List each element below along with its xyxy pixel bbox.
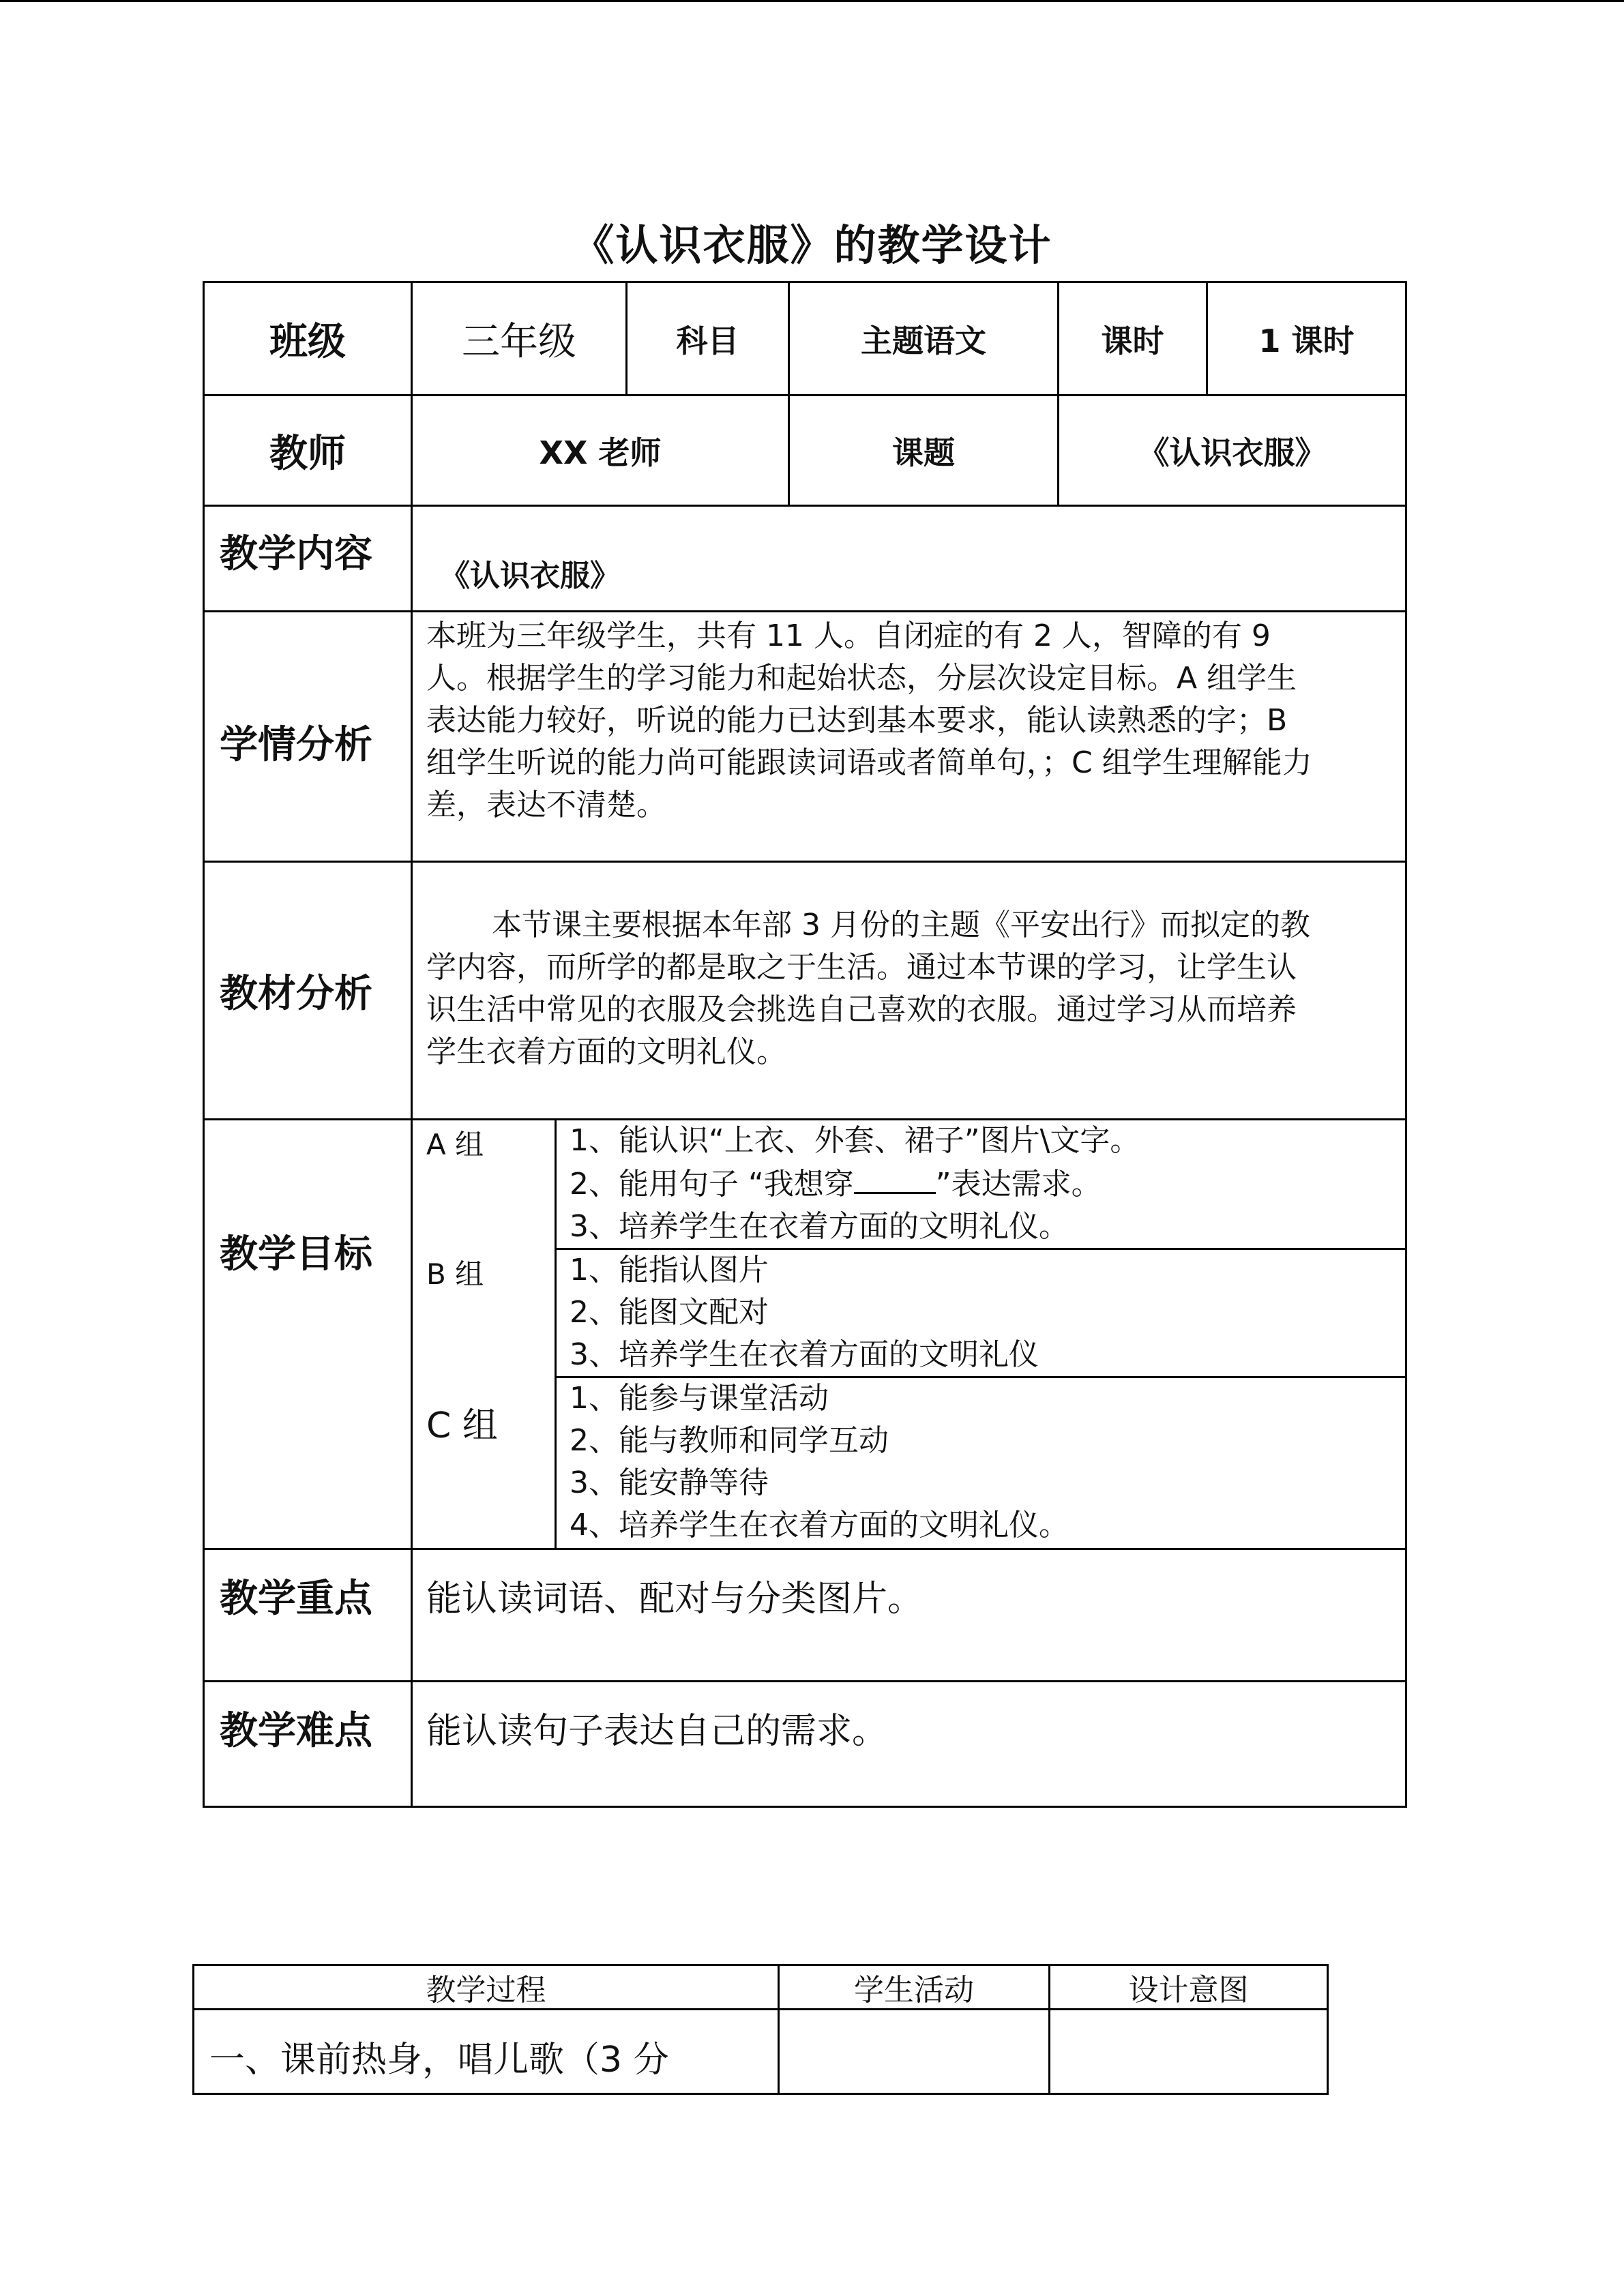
topic-value: 《认识衣服》 [1138, 434, 1327, 471]
student-analysis-label: 学情分析 [220, 723, 372, 767]
fill-in-blank [854, 1162, 936, 1194]
goal-line-end: ”表达需求。 [935, 1167, 1102, 1202]
group-b-label: B 组 [426, 1257, 484, 1291]
topic-label: 课题 [892, 434, 955, 471]
period-value: 1 课时 [1258, 322, 1355, 359]
intent-header: 设计意图 [1128, 1973, 1249, 2008]
student-analysis-line: 表达能力较好，听说的能力已达到基本要求，能认读熟悉的字；B [426, 703, 1288, 738]
material-analysis-line: 本节课主要根据本年部 3 月份的主题《平安出行》而拟定的教 [492, 908, 1310, 942]
goal-line: 2、能与教师和同学互动 [570, 1423, 889, 1458]
material-analysis-text [426, 904, 1310, 1073]
goal-line [570, 1162, 1140, 1206]
activity-header: 学生活动 [854, 1973, 974, 2008]
content-label: 教学内容 [220, 532, 372, 576]
key-point-label: 教学重点 [220, 1577, 372, 1621]
class-label: 班级 [269, 319, 346, 364]
content-value: 《认识衣服》 [440, 558, 620, 593]
group-b-goals [570, 1249, 1039, 1376]
subject-value: 主题语文 [861, 322, 986, 359]
goal-line: 3、能安静等待 [570, 1465, 769, 1500]
difficulty-value: 能认读句子表达自己的需求。 [426, 1711, 888, 1752]
group-a-label: A 组 [426, 1128, 484, 1161]
class-value: 三年级 [462, 319, 576, 364]
goal-line: 4、培养学生在衣着方面的文明礼仪。 [570, 1508, 1069, 1542]
group-c-label: C 组 [426, 1405, 498, 1446]
student-analysis-line: 本班为三年级学生，共有 11 人。自闭症的有 2 人，智障的有 9 [426, 618, 1271, 653]
key-point-value: 能认读词语、配对与分类图片。 [426, 1579, 924, 1620]
material-analysis-line: 识生活中常见的衣服及会挑选自己喜欢的衣服。通过学习从而培养 [426, 992, 1297, 1027]
process-step-1: 一、课前热身，唱儿歌（3 分 [209, 2040, 669, 2081]
goal-line: 3、培养学生在衣着方面的文明礼仪 [570, 1337, 1039, 1372]
student-analysis-line: 差，表达不清楚。 [426, 788, 666, 822]
student-analysis-text [426, 615, 1312, 826]
material-analysis-label: 教材分析 [220, 972, 372, 1016]
process-header: 教学过程 [426, 1973, 546, 2008]
page-top-rule [0, 0, 1624, 2]
group-c-goals [570, 1377, 1069, 1547]
page-title: 《认识衣服》的教学设计 [572, 220, 1052, 270]
material-analysis-line: 学生衣着方面的文明礼仪。 [426, 1034, 786, 1069]
subject-label: 科目 [676, 322, 739, 359]
student-analysis-line: 人。根据学生的学习能力和起始状态，分层次设定目标。A 组学生 [426, 661, 1297, 696]
goal-line-start: 2、能用句子 “我想穿 [570, 1167, 854, 1202]
material-analysis-line: 学内容，而所学的都是取之于生活。通过本节课的学习，让学生认 [426, 950, 1297, 985]
group-a-goals [570, 1120, 1140, 1248]
goal-line: 3、培养学生在衣着方面的文明礼仪。 [570, 1209, 1069, 1244]
objectives-label: 教学目标 [220, 1232, 372, 1277]
goal-line: 1、能参与课堂活动 [570, 1381, 829, 1416]
student-analysis-line: 组学生听说的能力尚可能跟读词语或者简单句，；C 组学生理解能力 [426, 745, 1312, 780]
goal-line: 1、能认识“上衣、外套、裙子”图片\文字。 [570, 1123, 1140, 1158]
goal-line: 2、能图文配对 [570, 1295, 769, 1330]
difficulty-label: 教学难点 [220, 1709, 372, 1753]
goal-line: 1、能指认图片 [570, 1253, 769, 1287]
teacher-value: XX 老师 [539, 434, 662, 471]
period-label: 课时 [1101, 322, 1164, 359]
teacher-label: 教师 [269, 431, 346, 476]
